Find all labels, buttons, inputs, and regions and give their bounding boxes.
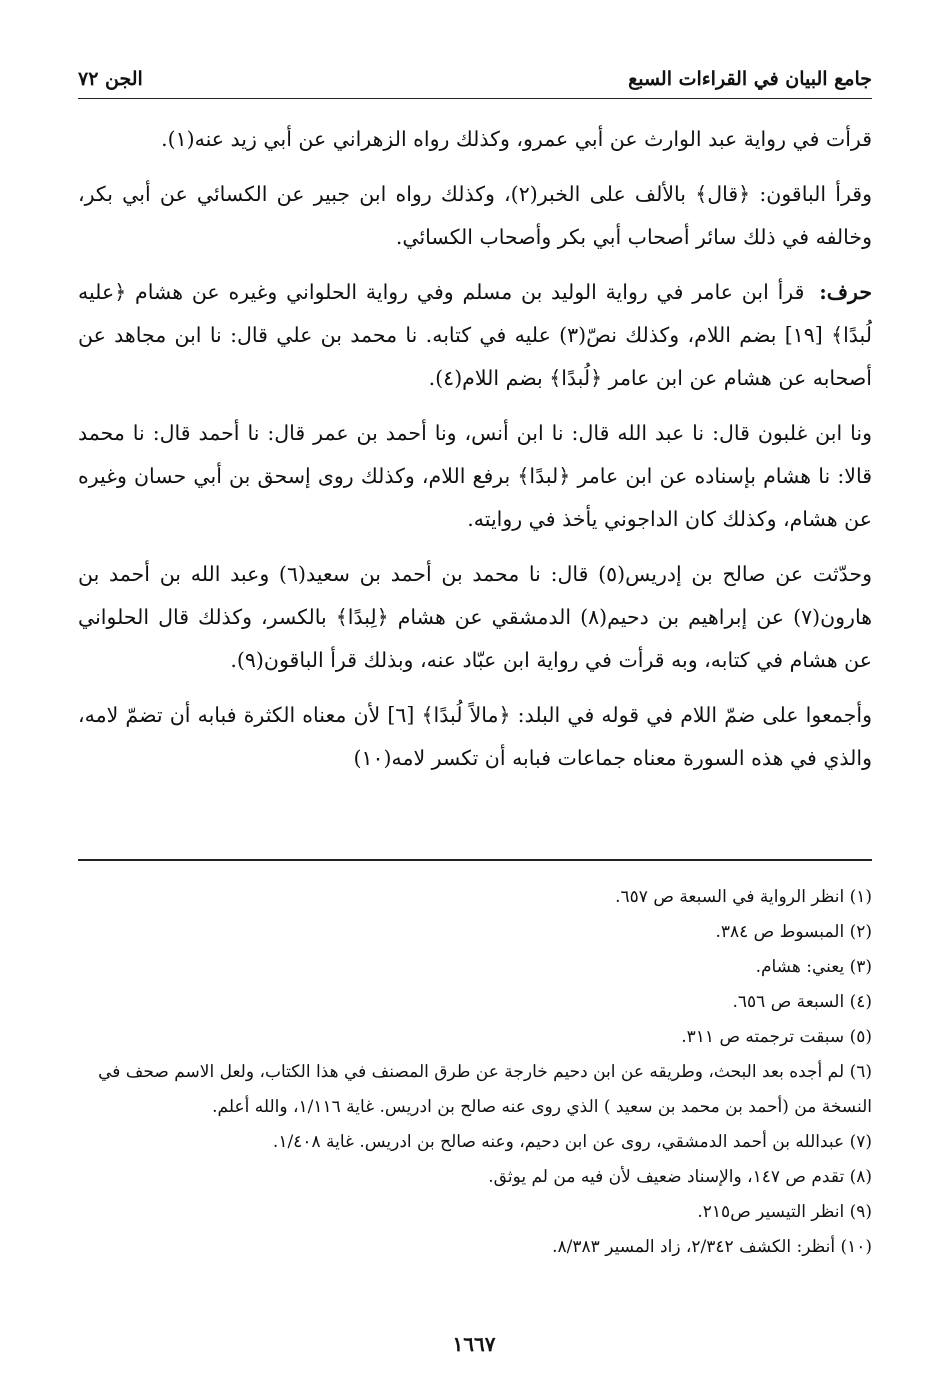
surah-label: الجن ٧٢ [78, 68, 143, 90]
paragraph-text: وحدّثت عن صالح بن إدريس(٥) قال: نا محمد بن أحمد بن سعيد(٦) وعبد الله بن أحمد بن هارون(٧) عن إبراهيم بن دحيم(٨) الدمشقي عن هشام ﴿لِبدًا﴾ بالكسر، وكذلك قال الحلواني عن هشام في كتابه، وبه قرأت في رواية ابن عبّاد عنه، وبذلك قرأ الباقون(٩). [78, 562, 873, 672]
paragraph-1 [78, 118, 872, 161]
footnote-8: (٨) تقدم ص ١٤٧، والإسناد ضعيف لأن فيه من لم يوثق. [488, 1167, 872, 1187]
footnote-1: (١) انظر الرواية في السبعة ص ٦٥٧. [615, 887, 872, 907]
footnote-separator [78, 859, 872, 861]
paragraph-text: وقرأ الباقون: ﴿قال﴾ بالألف على الخبر(٢)، وكذلك رواه ابن جبير عن الكسائي عن أبي بكر، وخالفه في ذلك سائر أصحاب أبي بكر وأصحاب الكسائي. [78, 182, 872, 249]
paragraph-2 [78, 173, 872, 259]
section-lead-harf: حرف: [819, 280, 872, 304]
footnote-9: (٩) انظر التيسير ص٢١٥. [697, 1202, 872, 1222]
footnote-5: (٥) سبقت ترجمته ص ٣١١. [681, 1027, 872, 1047]
book-title: جامع البيان في القراءات السبع [628, 68, 872, 90]
footnotes [78, 880, 872, 1265]
paragraph-4 [78, 412, 872, 541]
running-header [78, 58, 872, 99]
paragraph-text: قرأت في رواية عبد الوارث عن أبي عمرو، وكذلك رواه الزهراني عن أبي زيد عنه(١). [161, 127, 872, 151]
paragraph-text: وأجمعوا على ضمّ اللام في قوله في البلد: ﴿مالاً لُبدًا﴾ [٦] لأن معناه الكثرة فبابه أن تضمّ لامه، والذي في هذه السورة معناه جماعات فبابه أن تكسر لامه(١٠) [78, 703, 872, 770]
paragraph-3 [78, 271, 872, 400]
footnote-3: (٣) يعني: هشام. [755, 957, 872, 977]
paragraph-text: ونا ابن غلبون قال: نا عبد الله قال: نا ابن أنس، ونا أحمد بن عمر قال: نا أحمد قال: نا محمد قالا: نا هشام بإسناده عن ابن عامر ﴿لبدًا﴾ برفع اللام، وكذلك روى إسحق بن أبي حسان وغيره عن هشام، وكذلك كان الداجوني يأخذ في روايته. [78, 421, 872, 531]
footnote-6: (٦) لم أجده بعد البحث، وطريقه عن ابن دحيم خارجة عن طرق المصنف في هذا الكتاب، ولعل الاسم صحف في النسخة من (أحمد بن محمد بن سعيد ) الذي روى عنه صالح بن ادريس. غاية ١/١١٦، والله أعلم. [98, 1062, 872, 1117]
main-text [78, 118, 872, 792]
footnote-10: (١٠) أنظر: الكشف ٢/٣٤٢، زاد المسير ٨/٣٨٣. [552, 1237, 872, 1257]
paragraph-5 [78, 553, 872, 682]
footnote-7: (٧) عبدالله بن أحمد الدمشقي، روى عن ابن دحيم، وعنه صالح بن ادريس. غاية ١/٤٠٨. [272, 1132, 872, 1152]
paragraph-6 [78, 694, 872, 780]
page-number: ١٦٦٧ [452, 1332, 496, 1356]
paragraph-text: قرأ ابن عامر في رواية الوليد بن مسلم وفي رواية الحلواني وغيره عن هشام ﴿عليه لُبدًا﴾ [١٩] بضم اللام، وكذلك نصّ(٣) عليه في كتابه. نا محمد بن علي قال: نا ابن مجاهد عن أصحابه عن هشام عن ابن عامر ﴿لُبدًا﴾ بضم اللام(٤). [78, 280, 872, 390]
footnote-2: (٢) المبسوط ص ٣٨٤. [715, 922, 872, 942]
footnote-4: (٤) السبعة ص ٦٥٦. [732, 992, 872, 1012]
